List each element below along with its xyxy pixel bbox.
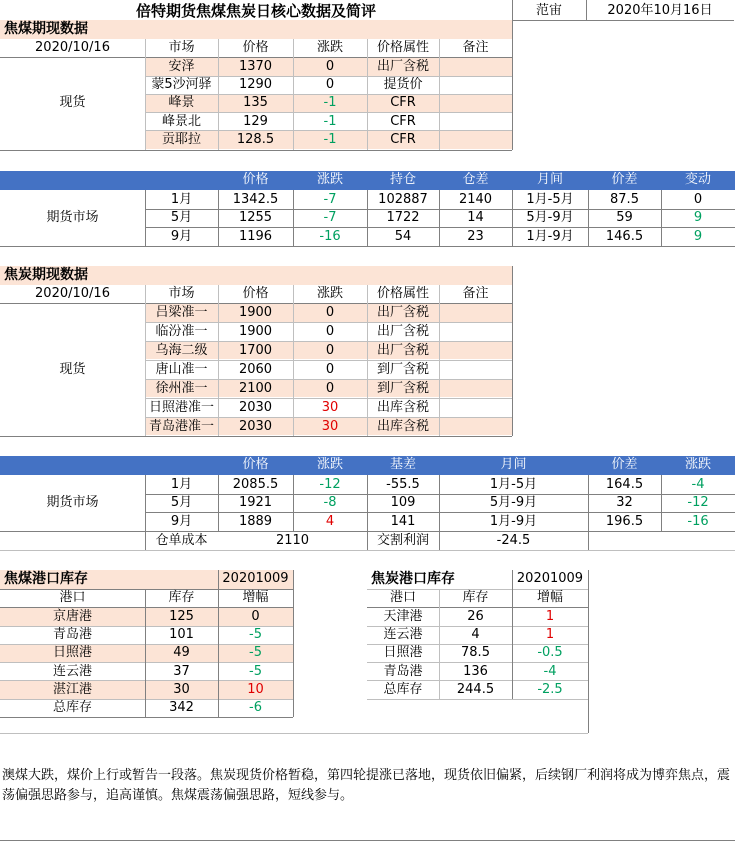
table-cell: 102887: [378, 192, 428, 207]
table-cell: 30: [321, 400, 339, 415]
table-cell: -1: [323, 95, 337, 110]
coal-port-date: 20201009: [222, 571, 289, 586]
table-cell: 101: [169, 627, 194, 642]
table-cell: 1290: [238, 77, 273, 92]
coal-port-col-change: 增幅: [242, 590, 269, 605]
coke-port-title: 焦炭港口库存: [371, 571, 455, 587]
coke-futures-col-delta: 涨跌: [661, 456, 735, 474]
table-cell: -7: [323, 210, 337, 225]
table-cell: 5月-9月: [526, 210, 574, 225]
table-cell: 5月-9月: [489, 495, 538, 510]
table-cell: -55.5: [386, 477, 420, 492]
table-cell: 峰景: [168, 95, 195, 110]
table-cell: -5: [249, 627, 262, 642]
coke-port-date: 20201009: [516, 571, 584, 586]
table-cell: 4: [325, 514, 335, 529]
table-cell: 总库存: [383, 682, 423, 697]
table-cell: 1: [545, 627, 555, 642]
table-cell: 青岛港准一: [148, 419, 214, 434]
table-cell: 出厂含税: [376, 324, 429, 339]
table-cell: 1月: [170, 192, 193, 207]
table-cell: 京唐港: [52, 609, 92, 624]
coal-futures-col-spread: 月间: [512, 171, 588, 189]
table-cell: 1: [545, 609, 555, 624]
table-cell: 徐州准一: [155, 381, 208, 396]
table-cell: 125: [169, 609, 194, 624]
table-cell: 78.5: [461, 645, 490, 660]
table-cell: -12: [687, 495, 709, 510]
table-cell: 0: [325, 59, 335, 74]
coke-futures-col-spread-val: 价差: [588, 456, 661, 474]
table-cell: CFR: [390, 114, 416, 129]
table-cell: 蒙5沙河驿: [151, 77, 212, 92]
table-cell: 342: [169, 700, 194, 715]
report-date: 2020年10月16日: [607, 3, 713, 18]
coke-spot-row-label: 现货: [59, 362, 86, 377]
table-cell: -5: [249, 664, 262, 679]
table-cell: 0: [693, 192, 703, 207]
coal-futures-col-spread-val: 价差: [588, 171, 661, 189]
table-cell: 128.5: [236, 132, 275, 147]
table-cell: 吕梁准一: [155, 305, 208, 320]
coke-spot-title: 焦炭期现数据: [4, 267, 88, 283]
table-cell: 峰景北: [161, 114, 201, 129]
table-cell: 出厂含税: [376, 59, 429, 74]
table-cell: -0.5: [537, 645, 563, 660]
table-cell: 1255: [238, 210, 273, 225]
table-cell: 1196: [238, 229, 273, 244]
table-cell: 244.5: [456, 682, 495, 697]
table-cell: 37: [173, 664, 190, 679]
coke-futures-col-basis: 基差: [367, 456, 439, 474]
coal-futures-col-oi: 持仓: [367, 171, 439, 189]
coke-futures-row-label: 期货市场: [46, 495, 99, 510]
table-cell: 1月-9月: [526, 229, 574, 244]
table-cell: 1700: [238, 343, 273, 358]
coal-futures-row-label: 期货市场: [46, 210, 99, 225]
table-cell: 196.5: [605, 514, 644, 529]
table-cell: 5月: [170, 210, 193, 225]
table-cell: 1889: [238, 514, 273, 529]
table-cell: -16: [319, 229, 341, 244]
table-cell: -4: [691, 477, 705, 492]
coke-futures-col-change: 涨跌: [293, 456, 367, 474]
table-cell: -6: [249, 700, 262, 715]
coal-spot-col-price: 价格: [242, 40, 269, 55]
table-cell: 59: [616, 210, 633, 225]
coal-futures-col-delta: 变动: [661, 171, 735, 189]
coal-futures-col-price: 价格: [218, 171, 293, 189]
table-cell: 2060: [238, 362, 273, 377]
table-cell: 湛江港: [52, 682, 92, 697]
table-cell: 安泽: [168, 59, 195, 74]
coal-futures-col-change: 涨跌: [293, 171, 367, 189]
table-cell: 49: [173, 645, 190, 660]
table-cell: 青岛港: [383, 664, 423, 679]
table-cell: 1342.5: [232, 192, 279, 207]
coke-spot-col-attr: 价格属性: [376, 286, 429, 301]
table-cell: 1921: [238, 495, 273, 510]
table-cell: 0: [325, 305, 335, 320]
table-cell: 1900: [238, 305, 273, 320]
table-cell: 54: [394, 229, 412, 244]
table-cell: 日照港: [52, 645, 92, 660]
table-cell: 青岛港: [52, 627, 92, 642]
table-cell: CFR: [390, 95, 416, 110]
table-cell: 129: [243, 114, 268, 129]
table-cell: -8: [323, 495, 337, 510]
coal-spot-title: 焦煤期现数据: [4, 21, 88, 37]
table-cell: 23: [467, 229, 484, 244]
coke-port-col-port: 港口: [389, 590, 416, 605]
coke-spot-col-change: 涨跌: [316, 286, 343, 301]
report-title: 倍特期货焦煤焦炭日核心数据及简评: [135, 2, 376, 20]
coke-futures-cost-label: 仓单成本: [155, 533, 208, 548]
table-cell: 2030: [238, 400, 273, 415]
table-cell: 2085.5: [232, 477, 279, 492]
table-cell: 到厂含税: [376, 381, 429, 396]
table-cell: CFR: [390, 132, 416, 147]
coke-spot-col-note: 备注: [462, 286, 489, 301]
coke-port-col-stock: 库存: [462, 590, 489, 605]
table-cell: 出厂含税: [376, 343, 429, 358]
table-cell: 临汾准一: [155, 324, 208, 339]
coke-spot-date: 2020/10/16: [35, 286, 110, 301]
table-cell: 141: [390, 514, 416, 529]
table-cell: 10: [247, 682, 264, 697]
coal-port-col-stock: 库存: [168, 590, 195, 605]
table-cell: 9: [693, 229, 703, 244]
table-cell: 1月-5月: [526, 192, 574, 207]
table-cell: 0: [325, 343, 335, 358]
table-cell: 连云港: [52, 664, 92, 679]
market-comment: 澳煤大跌，煤价上行或暂告一段落。焦炭现货价格暂稳，第四轮提涨已落地，现货依旧偏紧，后续钢厂利润将成为博弈焦点，震荡偏强思路参与，追高谨慎。焦煤震荡偏强思路，短线参与。: [2, 768, 731, 803]
table-cell: 2100: [238, 381, 273, 396]
table-cell: 0: [325, 381, 335, 396]
coal-port-title: 焦煤港口库存: [4, 571, 88, 587]
table-cell: 109: [390, 495, 416, 510]
table-cell: 乌海二级: [155, 343, 208, 358]
table-cell: 总库存: [52, 700, 92, 715]
coke-futures-profit-value: -24.5: [496, 533, 531, 548]
coke-port-col-change: 增幅: [536, 590, 563, 605]
table-cell: 135: [243, 95, 268, 110]
table-cell: 连云港: [383, 627, 423, 642]
table-cell: 0: [325, 362, 335, 377]
table-cell: 32: [616, 495, 633, 510]
coke-futures-col-price: 价格: [218, 456, 293, 474]
coal-spot-col-attr: 价格属性: [376, 40, 429, 55]
table-cell: -7: [323, 192, 337, 207]
table-cell: -4: [543, 664, 557, 679]
table-cell: 2030: [238, 419, 273, 434]
table-cell: 164.5: [605, 477, 644, 492]
table-cell: -12: [319, 477, 341, 492]
table-cell: 87.5: [610, 192, 639, 207]
coke-spot-col-market: 市场: [168, 286, 195, 301]
table-cell: -16: [687, 514, 709, 529]
author-name: 范宙: [535, 3, 562, 18]
table-cell: 1月: [170, 477, 193, 492]
table-cell: -5: [249, 645, 262, 660]
coal-futures-col-oi-change: 仓差: [439, 171, 512, 189]
table-cell: 0: [325, 77, 335, 92]
table-cell: 1370: [238, 59, 273, 74]
table-cell: 9: [693, 210, 703, 225]
table-cell: 贡耶拉: [161, 132, 201, 147]
table-cell: 146.5: [605, 229, 644, 244]
table-cell: 14: [467, 210, 484, 225]
table-cell: 9月: [170, 514, 193, 529]
table-cell: 出库含税: [376, 400, 429, 415]
table-cell: 136: [463, 664, 488, 679]
coal-spot-col-market: 市场: [168, 40, 195, 55]
table-cell: 1月-9月: [489, 514, 538, 529]
table-cell: 提货价: [383, 77, 423, 92]
table-cell: -2.5: [537, 682, 563, 697]
table-cell: 唐山准一: [155, 362, 208, 377]
table-cell: 30: [321, 419, 339, 434]
table-cell: 1900: [238, 324, 273, 339]
table-cell: 1722: [386, 210, 420, 225]
table-cell: 4: [471, 627, 480, 642]
table-cell: 出厂含税: [376, 305, 429, 320]
table-cell: 天津港: [383, 609, 423, 624]
coal-spot-row-label: 现货: [59, 95, 86, 110]
table-cell: 出库含税: [376, 419, 429, 434]
table-cell: -1: [323, 114, 337, 129]
coke-futures-cost-value: 2110: [275, 533, 310, 548]
coal-spot-date: 2020/10/16: [35, 40, 110, 55]
table-cell: 9月: [170, 229, 193, 244]
coal-port-col-port: 港口: [59, 590, 86, 605]
table-cell: 2140: [458, 192, 493, 207]
table-cell: 5月: [170, 495, 193, 510]
table-cell: 1月-5月: [489, 477, 538, 492]
coal-spot-col-change: 涨跌: [316, 40, 343, 55]
table-cell: -1: [323, 132, 337, 147]
table-cell: 日照港准一: [148, 400, 214, 415]
coke-spot-col-price: 价格: [242, 286, 269, 301]
table-cell: 0: [251, 609, 260, 624]
coke-futures-profit-label: 交割利润: [376, 533, 429, 548]
table-cell: 26: [467, 609, 484, 624]
table-cell: 日照港: [383, 645, 423, 660]
coal-spot-col-note: 备注: [462, 40, 489, 55]
table-cell: 0: [325, 324, 335, 339]
table-cell: 到厂含税: [376, 362, 429, 377]
table-cell: 30: [173, 682, 190, 697]
coke-futures-col-spread: 月间: [439, 456, 588, 474]
